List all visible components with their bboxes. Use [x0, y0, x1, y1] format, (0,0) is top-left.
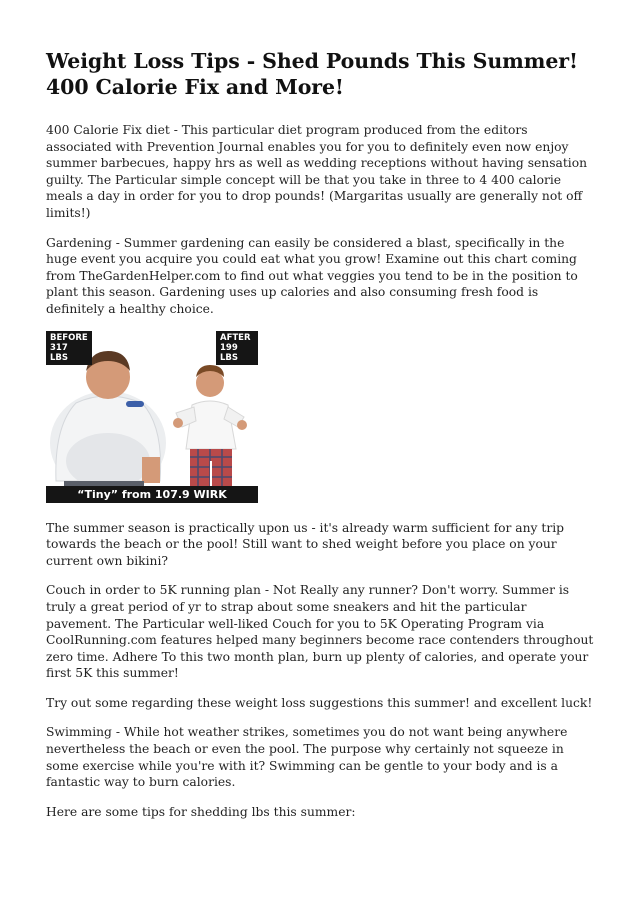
- paragraph-gardening: Gardening - Summer gardening can easily be considered a blast, specifically in the huge event you acquire you could eat what you grow! Examine out this chart coming from TheGardenHelper.com to find out what veggies you tend to be in the position to plant this season. Gardening uses up calories and also consuming fresh food is definitely a healthy choice.: [46, 235, 578, 316]
- before-figure: [50, 351, 166, 495]
- paragraph-couch-to-5k: Couch in order to 5K running plan - Not Really any runner? Don't worry. Summer is truly a great period of yr to strap about some sneakers and hit the particular pavement. The Particular well-liked Couch for you to 5K Operating Program via CoolRunning.com features helped many beginners become race contenders throughout zero time. Adhere To this two month plan, burn up plenty of calories, and operate your first 5K this summer!: [46, 583, 594, 681]
- paragraph-tips-intro: Here are some tips for shedding lbs this summer:: [46, 804, 356, 819]
- before-after-photo: [46, 331, 258, 503]
- paragraph-summer: The summer season is practically upon us - it's already warm sufficient for any trip towards the beach or the pool! Still want to shed weight before you place on your current own bikini?: [46, 520, 565, 568]
- after-weight: 199 LBS: [220, 342, 239, 363]
- paragraph-swimming: Swimming - While hot weather strikes, sometimes you do not want being anywhere nevertheless the beach or even the pool. The purpose why certainly not squeeze in some exercise while you're with it? Swimming can be gentle to your body and is a fantastic way to burn calories.: [46, 725, 568, 790]
- before-label: BEFORE: [50, 332, 88, 343]
- before-badge: [46, 331, 92, 365]
- photo-caption: “Tiny” from 107.9 WIRK: [46, 486, 258, 503]
- after-figure: [173, 365, 247, 487]
- paragraph-try-out: Try out some regarding these weight loss suggestions this summer! and excellent luck!: [46, 695, 593, 710]
- after-badge: [216, 331, 258, 365]
- before-weight: 317 LBS: [50, 342, 69, 363]
- after-label: AFTER: [220, 332, 251, 343]
- article-title: Weight Loss Tips - Shed Pounds This Summer! 400 Calorie Fix and More!: [46, 49, 578, 99]
- article: [46, 48, 594, 833]
- paragraph-400-calorie: 400 Calorie Fix diet - This particular diet program produced from the editors associated with Prevention Journal enables you for you to definitely even now enjoy summer barbecues, happy hrs as well as wedding receptions without having sensation guilty. The Particular simple concept will be that you take in three to 4 400 calorie meals a day in order for you to drop pounds! (Margaritas usually are generally not off limits!): [46, 123, 588, 220]
